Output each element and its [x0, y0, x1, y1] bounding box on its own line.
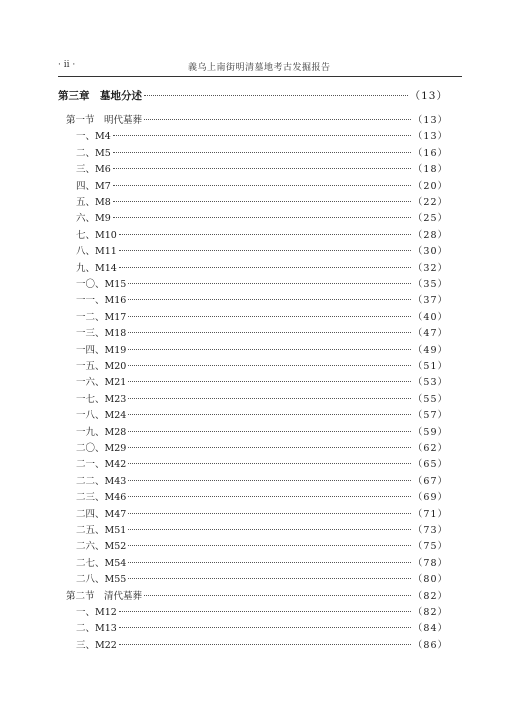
toc-entry-label: 二四、M47	[76, 508, 127, 520]
toc-leader-dots	[128, 545, 411, 546]
toc-entry-label: 二七、M54	[76, 557, 127, 569]
toc-entry	[76, 426, 448, 439]
toc-leader-dots	[113, 185, 411, 186]
toc-leader-dots	[128, 316, 411, 317]
toc-entry	[76, 262, 448, 275]
toc-leader-dots	[128, 463, 411, 464]
toc-entry-page: （86）	[412, 639, 448, 651]
toc-entry	[76, 622, 448, 635]
toc-entry	[76, 639, 448, 652]
toc-entry	[76, 508, 448, 521]
toc-entry-label: 二八、M55	[76, 574, 127, 586]
toc-entry-label: 一二、M17	[76, 311, 127, 323]
toc-entry	[76, 212, 448, 225]
toc-leader-dots	[113, 152, 411, 153]
toc-entry-label: 四、M7	[76, 180, 111, 192]
toc-entry-page: （30）	[412, 246, 448, 258]
toc-entry-page: （69）	[412, 492, 448, 504]
header-page-number: · ii ·	[58, 60, 76, 70]
toc-entry-label: 九、M14	[76, 262, 117, 274]
toc-entry	[76, 442, 448, 455]
toc-leader-dots	[128, 398, 411, 399]
toc-entry-page: （18）	[412, 164, 448, 176]
toc-leader-dots	[119, 250, 411, 251]
toc-leader-dots	[128, 299, 411, 300]
toc-entry-page: （53）	[412, 377, 448, 389]
toc-leader-dots	[128, 496, 411, 497]
toc-entry-page: （20）	[412, 180, 448, 192]
toc-leader-dots	[119, 611, 411, 612]
toc-entry-label: 一四、M19	[76, 344, 127, 356]
toc-entry-label: 二一、M42	[76, 459, 127, 471]
toc-entry-page: （37）	[412, 295, 448, 307]
toc-entry-page: （65）	[412, 459, 448, 471]
toc-entry-label: 三、M6	[76, 164, 111, 176]
toc-entry-page: （40）	[412, 311, 448, 323]
toc-entry-page: （75）	[412, 541, 448, 553]
toc-entry-label: 二〇、M29	[76, 443, 127, 454]
toc-entry	[76, 130, 448, 143]
toc-entry-label: 八、M11	[76, 246, 117, 258]
toc-entry-page: （71）	[412, 508, 448, 520]
toc-entry-page: （67）	[412, 475, 448, 487]
toc-chapter	[58, 90, 448, 103]
toc-entry	[76, 491, 448, 504]
toc-entry	[76, 360, 448, 373]
toc-entry-page: （82）	[412, 590, 448, 602]
toc-entry	[76, 475, 448, 488]
toc-entry	[76, 409, 448, 422]
toc-entry	[76, 294, 448, 307]
toc-entry	[76, 278, 448, 291]
toc-entry-label: 一八、M24	[76, 410, 127, 422]
toc-entry	[76, 524, 448, 537]
toc-entry-label: 一九、M28	[76, 426, 127, 438]
toc-leader-dots	[119, 644, 411, 645]
header-rule	[58, 76, 462, 77]
toc-section	[66, 114, 448, 127]
toc-entry-page: （51）	[412, 361, 448, 372]
toc-entry-label: 二六、M52	[76, 541, 127, 553]
toc-entry-label: 一七、M23	[76, 393, 127, 405]
toc-leader-dots	[144, 95, 408, 96]
toc-entry-page: （47）	[412, 328, 448, 340]
toc-entry	[76, 540, 448, 553]
toc-entry-label: 六、M9	[76, 213, 111, 225]
toc-leader-dots	[119, 267, 411, 268]
toc-entry-label: 一〇、M15	[76, 279, 127, 290]
toc-leader-dots	[113, 217, 411, 218]
toc-leader-dots	[128, 332, 411, 333]
toc-leader-dots	[128, 365, 411, 366]
toc-leader-dots	[128, 513, 411, 514]
toc-entry	[76, 327, 448, 340]
toc-leader-dots	[128, 349, 411, 350]
toc-leader-dots	[128, 562, 411, 563]
toc-entry	[76, 229, 448, 242]
toc-entry	[76, 147, 448, 160]
toc-leader-dots	[144, 595, 411, 596]
toc-leader-dots	[128, 283, 411, 284]
toc-entry	[76, 311, 448, 324]
toc-entry-label: 一六、M21	[76, 377, 127, 389]
toc-entry-label: 第二节 清代墓葬	[66, 590, 143, 602]
toc-entry	[76, 573, 448, 586]
toc-leader-dots	[128, 431, 411, 432]
toc-leader-dots	[144, 119, 411, 120]
toc-entry-label: 一三、M18	[76, 328, 127, 340]
toc-leader-dots	[113, 201, 411, 202]
toc-entry-page: （22）	[412, 197, 448, 208]
toc-leader-dots	[128, 447, 411, 448]
running-header	[58, 60, 462, 74]
toc-entry-label: 二二、M43	[76, 475, 127, 487]
toc-entry-label: 一一、M16	[76, 295, 127, 307]
toc-entry-label: 一五、M20	[76, 361, 127, 372]
toc-entry-page: （59）	[412, 426, 448, 438]
toc-entry-label: 二三、M46	[76, 492, 127, 504]
header-book-title: 義乌上南街明清墓地考古发掘报告	[188, 63, 331, 73]
toc-entry-page: （84）	[412, 623, 448, 635]
toc-entry	[76, 557, 448, 570]
toc-leader-dots	[128, 480, 411, 481]
toc-entry-page: （49）	[412, 344, 448, 356]
toc-entry	[76, 344, 448, 357]
toc-entry-page: （78）	[412, 557, 448, 569]
toc-entry-label: 二、M13	[76, 623, 117, 635]
toc-leader-dots	[119, 627, 411, 628]
toc-entry	[76, 606, 448, 619]
toc-entry-label: 一、M4	[76, 131, 111, 143]
toc-entry-page: （16）	[412, 147, 448, 159]
toc-entry-page: （55）	[412, 393, 448, 405]
toc-leader-dots	[128, 414, 411, 415]
toc-entry-label: 七、M10	[76, 229, 117, 241]
toc-entry-label: 第三章 墓地分述	[58, 90, 142, 102]
toc-entry-label: 一、M12	[76, 607, 117, 618]
toc-leader-dots	[128, 578, 411, 579]
toc-entry	[76, 196, 448, 209]
toc-entry-label: 三、M22	[76, 639, 117, 651]
toc-entry-page: （73）	[412, 525, 448, 536]
toc-entry	[76, 163, 448, 176]
toc-entry	[76, 180, 448, 193]
toc-entry	[76, 245, 448, 258]
toc-leader-dots	[128, 381, 411, 382]
toc-entry-page: （25）	[412, 213, 448, 225]
toc-entry-page: （62）	[412, 443, 448, 454]
toc-leader-dots	[113, 168, 411, 169]
toc-entry-label: 五、M8	[76, 197, 111, 208]
toc-leader-dots	[128, 529, 411, 530]
toc-entry-page: （13）	[412, 131, 448, 143]
toc-entry-label: 二五、M51	[76, 525, 127, 536]
toc-entry-label: 第一节 明代墓葬	[66, 115, 143, 126]
toc-entry-page: （80）	[412, 574, 448, 586]
toc-entry-label: 二、M5	[76, 147, 111, 159]
toc-entry	[76, 376, 448, 389]
toc-entry-page: （13）	[412, 115, 448, 126]
toc-entry-page: （57）	[412, 410, 448, 422]
toc-entry-page: （13）	[409, 90, 448, 102]
toc-entry-page: （32）	[412, 262, 448, 274]
toc-section	[66, 590, 448, 603]
toc-entry	[76, 393, 448, 406]
toc-entry	[76, 458, 448, 471]
toc-entry-page: （82）	[412, 607, 448, 618]
toc-entry-page: （28）	[412, 229, 448, 241]
toc-leader-dots	[119, 234, 411, 235]
toc-entry-page: （35）	[412, 279, 448, 290]
toc-leader-dots	[113, 135, 411, 136]
